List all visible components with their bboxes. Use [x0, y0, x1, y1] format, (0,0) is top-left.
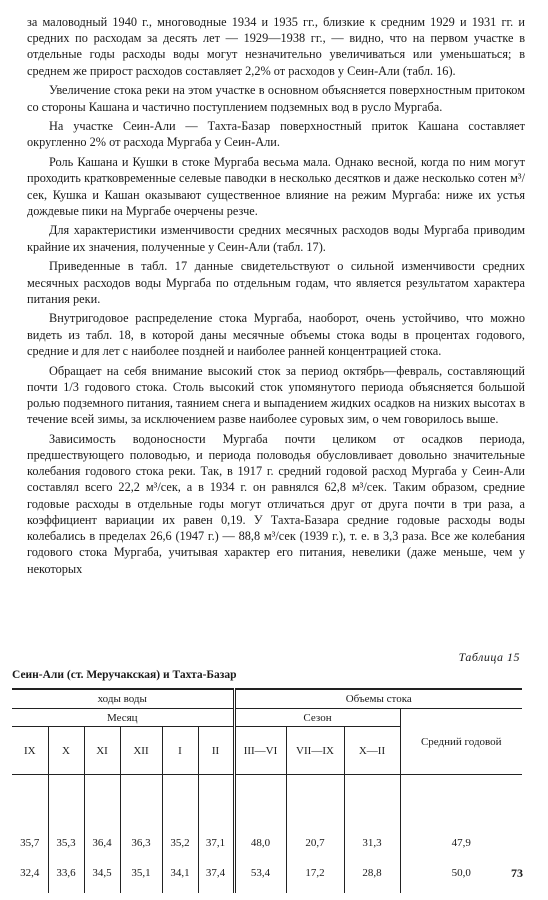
table-cell: 37,4 — [198, 853, 234, 893]
table-cell: 36,3 — [120, 775, 162, 854]
paragraph: Внутригодовое распределение стока Мургаба, наоборот, очень устойчиво, что можно видеть из табл. 18, в которой даны месячные объемы стока воды в процентах годового, средние и для лет с наиболее поздней и наиболее ранней концентрацией стока. — [27, 311, 525, 358]
col-header: X—II — [344, 727, 400, 775]
table-cell: 48,0 — [234, 775, 286, 854]
table-cell: 34,1 — [162, 853, 198, 893]
paragraph: Роль Кашана и Кушки в стоке Мургаба весьма мала. Однако весной, когда по ним могут проходить кратковременные селевые паводки в несколько десятков и даже несколько сотен м³/сек, Кушка и Кашан оказывают существенное влияние на режим Мургаба: ниже их устья дождевые пики на Мургабе очерчены резче. — [27, 155, 525, 218]
table-cell: 20,7 — [286, 775, 344, 854]
paragraph: Для характеристики изменчивости средних месячных расходов воды Мургаба приводим крайние их значения, полученные у Сеин-Али (табл. 17). — [27, 223, 525, 254]
table-cell: 31,3 — [344, 775, 400, 854]
page-number: 73 — [511, 866, 523, 880]
table-cell: 47,9 — [400, 775, 522, 854]
table-cell: 35,3 — [48, 775, 84, 854]
table-cell: 34,5 — [84, 853, 120, 893]
group-header-right: Объемы стока — [234, 689, 522, 709]
table-cell: 50,0 — [400, 853, 522, 893]
table-cell: 35,2 — [162, 775, 198, 854]
col-header: I — [162, 727, 198, 775]
table-row — [12, 775, 522, 854]
flow-table — [12, 688, 522, 893]
table-row — [12, 853, 522, 893]
table-caption: Таблица 15 — [458, 650, 520, 664]
paragraph: за маловодный 1940 г., многоводные 1934 и 1935 гг., близкие к средним 1929 и 1931 гг. и средних по расходам за десять лет — 1929—1938 гг., — видно, что на первом участке в отдельные годы расходы воды могут незначительно увеличиваться или уменьшаться; в среднем же прирост расходов составляет 2,2% от расходов у Сеин-Али (табл. 16). — [27, 15, 525, 78]
table-cell: 36,4 — [84, 775, 120, 854]
table-heading: Сеин-Али (ст. Меручакская) и Тахта-Базар — [12, 669, 237, 681]
col-header: II — [198, 727, 234, 775]
paragraph: Зависимость водоносности Мургаба почти целиком от осадков периода, предшествующего половодью, и периода половодья обусловливает довольно значительные колебания годового стока реки. Так, в 1917 г. средний годовой расход Мургаба у Сеин-Али составлял всего 22,2 м³/сек, а в 1934 г. он равнялся 62,8 м³/сек. Таким образом, средние годовые расходы в отдельные годы могут отличаться друг от друга почти в три раза, а коэффициент вариации их равен 0,19. У Тахта-Базара средние годовые расходы воды колебались в пределах 26,6 (1947 г.) — 88,8 м³/сек (1939 г.), т. е. в 3,3 раза. Все же колебания годового стока Мургаба, учитывая характер его питания, невелики (даже меньше, чем у некоторых — [27, 431, 525, 576]
group-header-left: ходы воды — [12, 689, 234, 709]
table-cell: 17,2 — [286, 853, 344, 893]
table-cell: 33,6 — [48, 853, 84, 893]
season-header: Сезон — [234, 709, 400, 727]
col-header: XII — [120, 727, 162, 775]
body-text — [27, 14, 525, 580]
paragraph: Приведенные в табл. 17 данные свидетельствуют о сильной изменчивости средних месячных расходов воды Мургаба по отдельным годам, что является результатом характера питания реки. — [27, 259, 525, 306]
paragraph: Обращает на себя внимание высокий сток за период октябрь—февраль, составляющий почти 1/3 годового стока. Столь высокий сток упомянутого периода объясняется большой ролью подземного питания, таянием снега и выпадением жидких осадков на низких высотах в течение всей зимы, за исключением разве наиболее суровых зим, о чем говорилось выше. — [27, 363, 525, 427]
annual-header: Средний годовой — [400, 709, 522, 775]
col-header: VII—IX — [286, 727, 344, 775]
paragraph: Увеличение стока реки на этом участке в основном объясняется поверхностным притоком со стороны Кашана и частично поступлением подземных вод в русло Мургаба. — [27, 83, 525, 114]
col-header: III—VI — [234, 727, 286, 775]
month-header: Месяц — [12, 709, 234, 727]
col-header: X — [48, 727, 84, 775]
paragraph: На участке Сеин-Али — Тахта-Базар поверхностный приток Кашана составляет округленно 2% от расхода Мургаба у Сеин-Али. — [27, 119, 525, 150]
col-header: XI — [84, 727, 120, 775]
table-cell: 37,1 — [198, 775, 234, 854]
col-header: IX — [12, 727, 48, 775]
table-cell: 53,4 — [234, 853, 286, 893]
table-cell: 28,8 — [344, 853, 400, 893]
table-cell: 32,4 — [20, 867, 40, 879]
table-cell: 35,1 — [120, 853, 162, 893]
table-cell: 35,7 — [20, 837, 40, 849]
